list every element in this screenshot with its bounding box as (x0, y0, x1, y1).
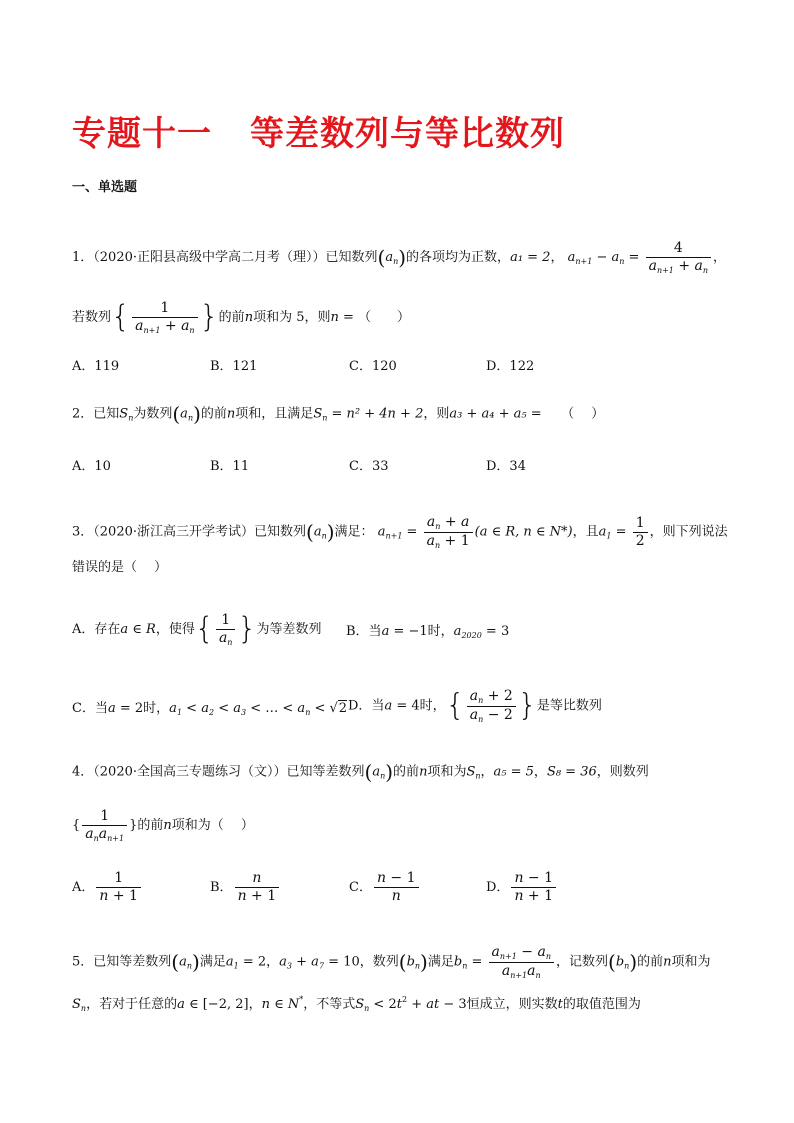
page-title (72, 106, 565, 155)
q3-option-a[interactable]: A．存在a ∈ R，使得{ $\frac{1}{a_n}$ }为等差数列 (72, 611, 322, 647)
q3-option-b[interactable]: B．当a = −1时，$a_{2020} = 3$ (346, 624, 510, 640)
q1-option-d[interactable]: D．122 (486, 359, 535, 374)
q2-option-a[interactable]: A．10 (72, 459, 111, 474)
q3-opt-a-tail: 为等差数列 (256, 622, 322, 638)
q2-line1: 2．已知$S_n$为数列$(a_n)$的前n项和，且满足$S_n = n^2 + 4n + 2$，则a₃ + a₄ + a₅ = （ ） (72, 402, 605, 426)
q2-option-c[interactable]: C．33 (349, 459, 389, 474)
q4-opt-d-label: D． (486, 879, 510, 895)
q4-mid: 的前 (393, 764, 420, 780)
q2-option-d[interactable]: D．34 (486, 459, 526, 474)
q5-t1: 满足 (199, 954, 226, 970)
q2-text2: 的前 (200, 406, 227, 422)
q2-paren: （ ） (567, 406, 605, 422)
q4-opt-b-label: B． (210, 879, 233, 895)
q3-option-c[interactable]: C．当a = 2时，$a_1 < a_2 < a_3$ < … < $a_n < √2$ (72, 701, 348, 717)
q3-opt-b-label: B．当 (346, 624, 382, 639)
q4-opt-a-label: A． (72, 879, 95, 895)
q1-line2: 若数列{ $\frac{1}{a_{n+1} + a_n}$ }的前n项和为 5，则n = （ ） (72, 299, 411, 335)
q5-t6: 项和为 (671, 954, 711, 970)
q4-option-d[interactable]: D． $\frac{n - 1}{n + 1}$ (486, 870, 558, 905)
q4-option-a[interactable]: A． $\frac{1}{n + 1}$ (72, 870, 143, 905)
q4-c2: S₈ = 36 (546, 764, 597, 780)
title-part2: 等差数列与等比数列 (250, 114, 565, 154)
q4-tail: ，则数列 (596, 764, 649, 780)
q3-prefix: 3．（2020·浙江高三开学考试）已知数列 (72, 524, 306, 540)
q5-line2: $S_n$，若对于任意的a ∈ [−2, 2]，n ∈ N*，不等式$S_n < 2t^2$ + at − 3恒成立，则实数t的取值范围为 (72, 995, 641, 1013)
q2-prefix: 2．已知 (72, 406, 120, 422)
title-part1: 专题十一 (72, 114, 212, 154)
q4-line2-mid: 的前 (137, 818, 164, 834)
q4-c1: a₅ = 5 (493, 764, 534, 780)
q3-opt-a-label: A．存在 (72, 622, 121, 638)
q4-line1: 4．（2020·全国高三专题练习（文））已知等差数列$(a_n)$的前n项和为$S_n$，a₅ = 5，S₈ = 36，则数列 (72, 760, 649, 784)
q5-t5: 的前 (637, 954, 664, 970)
q5-line2-c: 恒成立，则实数 (466, 997, 558, 1012)
q5-line2-b: ，不等式 (303, 997, 356, 1012)
q3-line1: 3．（2020·浙江高三开学考试）已知数列$(a_n)$满足： $a_{n+1}$ = $\frac{a_n + a}{a_n + 1}$ (a ∈ R, n ∈ N*)，且$a_1$ = $\frac{1}{2}$ ，则下列说法 (72, 514, 728, 550)
q3-line2: 错误的是（ ） (72, 560, 168, 575)
q2-option-b[interactable]: B．11 (210, 459, 250, 474)
q1-line2-end: = （ ） (338, 310, 411, 326)
q3-tail1: ，且 (572, 524, 599, 540)
q5-prefix: 5．已知等差数列 (72, 954, 172, 970)
q4-line2: { $\frac{1}{a_na_{n+1}}$ }的前n项和为（ ） (72, 808, 254, 843)
q3-opt-d-text: 时， (419, 698, 446, 714)
q3-opt-b-text: 时， (427, 624, 454, 639)
q1-line2-start: 若数列 (72, 310, 112, 326)
q1-fraction: $\frac{4}{a_{n+1} + a_n}$ (646, 240, 711, 275)
q4-line2-end: 项和为（ ） (171, 818, 254, 834)
q5-line2-d: 的取值范围为 (562, 997, 641, 1012)
q1-option-b[interactable]: B．121 (210, 359, 258, 374)
q5-line1: 5．已知等差数列$(a_n)$满足$a_1 = 2$，$a_3 + a_7 = 10$，数列$(b_n)$满足$b_n$ = $\frac{a_{n+1} - a_n}{a_{n+1}a_n}$ ，记数列$(b_n)$的前n项和为 (72, 944, 711, 980)
q1-line2-rest: 项和为 5，则 (253, 310, 331, 326)
q2-sum: a₃ + a₄ + a₅ = (449, 406, 542, 422)
q3-opt-d-tail: 是等比数列 (536, 698, 602, 714)
q5-line2-a: ，若对于任意的 (86, 997, 178, 1012)
q2-text4: ，则 (423, 406, 450, 422)
section-heading: 一、单选题 (72, 180, 138, 195)
q2-rhs: = n² + 4n + 2 (327, 406, 424, 422)
q1-option-a[interactable]: A．119 (72, 359, 120, 374)
q2-eq: S (313, 406, 323, 422)
q3-opt-a-text: ，使得 (155, 622, 195, 638)
q1-line1: 1．（2020·正阳县高级中学高二月考（理））已知数列$(a_n)$的各项均为正数，a₁ = 2， $a_{n+1} - a_n$ = $\frac{4}{a_{n+1} + a_n}$ ， (72, 240, 727, 275)
q1-line2-mid: 的前 (218, 310, 245, 326)
q3-opt-c-label: C．当 (72, 701, 108, 716)
q4-opt-c-label: C． (349, 879, 372, 895)
q5-t2: ，数列 (359, 954, 399, 970)
q1-prefix: 1．（2020·正阳县高级中学高二月考（理））已知数列 (72, 250, 378, 266)
q4-option-b[interactable]: B． $\frac{n}{n + 1}$ (210, 870, 281, 905)
q3-opt-d-label: D．当 (348, 698, 385, 714)
q5-t3: 满足 (427, 954, 454, 970)
q1-mid1: 的各项均为正数， (406, 250, 511, 266)
q3-cond: (a ∈ R, n ∈ N*) (474, 524, 573, 540)
q4-mid2: 项和为 (427, 764, 467, 780)
q2-text3: 项和，且满足 (235, 406, 314, 422)
q2-text1: 为数列 (133, 406, 173, 422)
q1-a1: a₁ = 2 (510, 250, 551, 266)
q3-opt-c-text: 时， (143, 701, 170, 716)
q3-option-d[interactable]: D．当a = 4时，{ $\frac{a_n + 2}{a_n - 2}$ }是等比数列 (348, 688, 602, 724)
q5-t4: ，记数列 (556, 954, 609, 970)
q1-option-c[interactable]: C．120 (349, 359, 397, 374)
q4-option-c[interactable]: C． $\frac{n - 1}{n}$ (349, 870, 421, 905)
q3-mid: 满足： (334, 524, 374, 540)
q3-tail2: ，则下列说法 (649, 524, 728, 540)
q4-prefix: 4．（2020·全国高三专题练习（文））已知等差数列 (72, 764, 365, 780)
